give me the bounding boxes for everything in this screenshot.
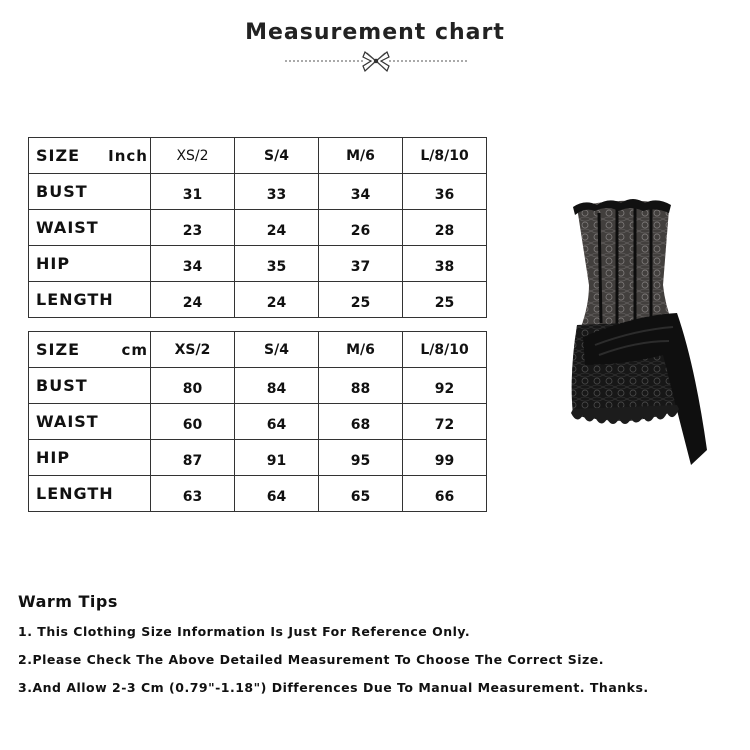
table-cell: 64 (235, 476, 319, 512)
table-cell: 80 (151, 368, 235, 404)
size-column-header: XS/2 (151, 332, 235, 368)
tip-item: 2.Please Check The Above Detailed Measurement To Choose The Correct Size. (18, 652, 604, 667)
row-label: WAIST (29, 210, 151, 246)
table-cell: 95 (319, 440, 403, 476)
table-cell: 63 (151, 476, 235, 512)
table-row (29, 210, 487, 246)
unit-label: cm (121, 340, 148, 359)
table-cell: 92 (403, 368, 487, 404)
table-cell: 23 (151, 210, 235, 246)
table-cell: 88 (319, 368, 403, 404)
header-size-cell (29, 138, 151, 174)
size-column-header: M/6 (319, 138, 403, 174)
table-cell: 34 (151, 246, 235, 282)
table-cell: 28 (403, 210, 487, 246)
table-cell: 66 (403, 476, 487, 512)
row-label: HIP (29, 246, 151, 282)
table-header-row (29, 332, 487, 368)
table-cell: 64 (235, 404, 319, 440)
table-row (29, 368, 487, 404)
table-cell: 25 (403, 282, 487, 318)
size-column-header: S/4 (235, 138, 319, 174)
table-row (29, 282, 487, 318)
size-column-header: M/6 (319, 332, 403, 368)
table-cell: 72 (403, 404, 487, 440)
table-row (29, 476, 487, 512)
row-label: WAIST (29, 404, 151, 440)
dress-image (555, 195, 715, 470)
row-label: LENGTH (29, 476, 151, 512)
table-row (29, 404, 487, 440)
size-column-header: XS/2 (151, 138, 235, 174)
row-label: BUST (29, 174, 151, 210)
page-title: Measurement chart (245, 20, 505, 45)
table-cell: 37 (319, 246, 403, 282)
table-header-row (29, 138, 487, 174)
table-cell: 24 (235, 282, 319, 318)
row-label: HIP (29, 440, 151, 476)
table-cell: 34 (319, 174, 403, 210)
size-column-header: L/8/10 (403, 332, 487, 368)
table-cell: 24 (235, 210, 319, 246)
row-label: LENGTH (29, 282, 151, 318)
tip-item: 3.And Allow 2-3 Cm (0.79"-1.18") Differences Due To Manual Measurement. Thanks. (18, 680, 649, 695)
table-cell: 26 (319, 210, 403, 246)
table-cell: 68 (319, 404, 403, 440)
size-column-header: S/4 (235, 332, 319, 368)
table-cell: 99 (403, 440, 487, 476)
table-cell: 65 (319, 476, 403, 512)
table-cell: 25 (319, 282, 403, 318)
unit-label: Inch (108, 146, 148, 165)
inch-size-table (28, 137, 487, 318)
table-cell: 31 (151, 174, 235, 210)
cm-size-table (28, 331, 487, 512)
table-cell: 91 (235, 440, 319, 476)
table-cell: 38 (403, 246, 487, 282)
table-cell: 24 (151, 282, 235, 318)
table-cell: 87 (151, 440, 235, 476)
tip-item: 1. This Clothing Size Information Is Just For Reference Only. (18, 624, 471, 639)
table-cell: 60 (151, 404, 235, 440)
table-cell: 84 (235, 368, 319, 404)
table-cell: 35 (235, 246, 319, 282)
row-label: BUST (29, 368, 151, 404)
header-size-cell (29, 332, 151, 368)
table-cell: 36 (403, 174, 487, 210)
size-label: SIZE (36, 146, 81, 165)
warm-tips-title: Warm Tips (18, 592, 118, 611)
table-row (29, 246, 487, 282)
bow-divider-icon (285, 48, 467, 74)
size-column-header: L/8/10 (403, 138, 487, 174)
table-cell: 33 (235, 174, 319, 210)
table-row (29, 174, 487, 210)
size-label: SIZE (36, 340, 81, 359)
table-row (29, 440, 487, 476)
